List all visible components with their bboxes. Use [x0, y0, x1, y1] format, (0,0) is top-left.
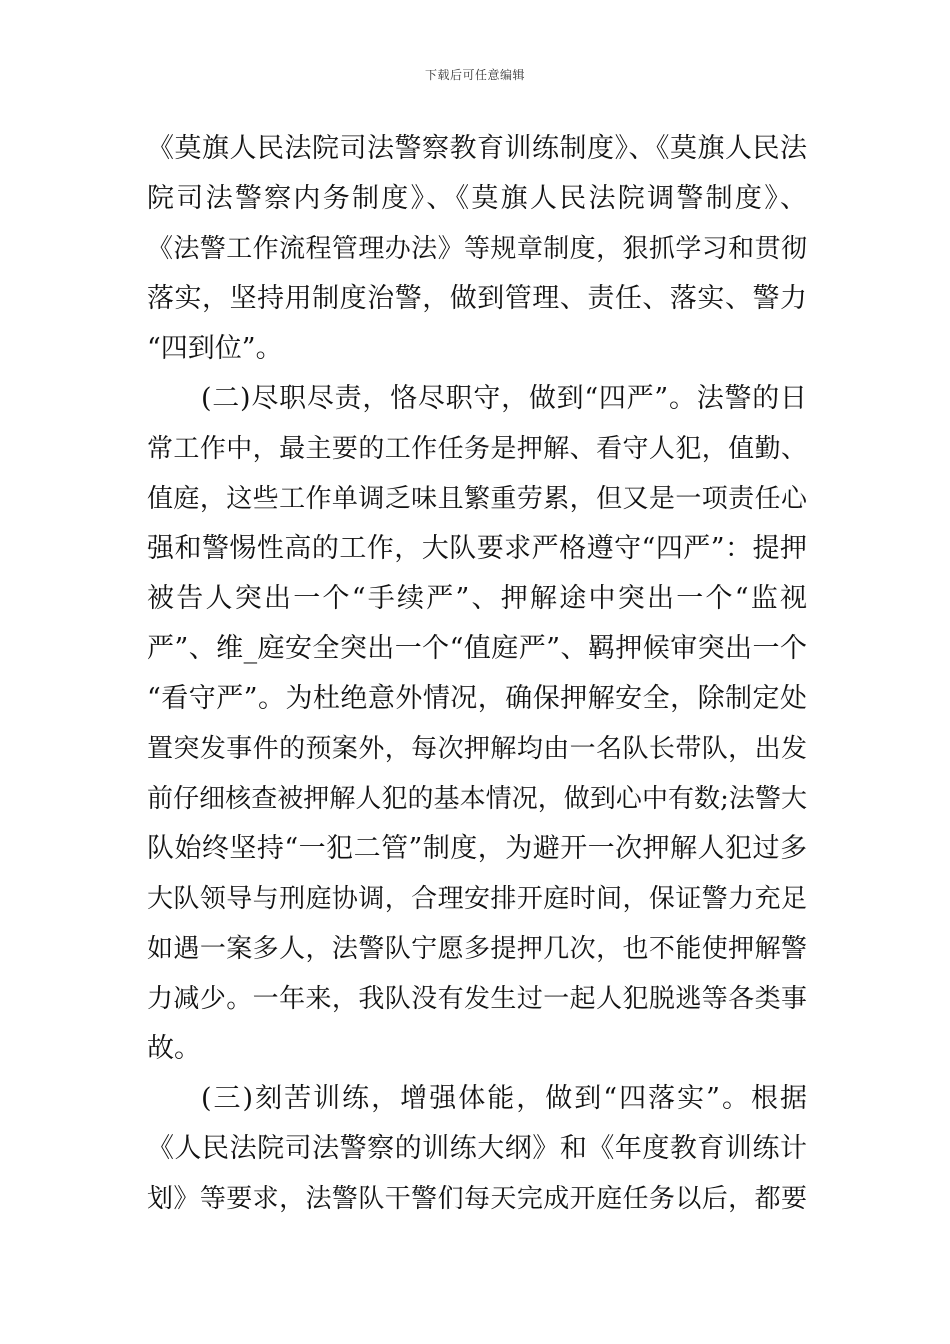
text-line: 力减少。一年来，我队没有发生过一起人犯脱逃等各类事 [147, 984, 807, 1014]
paragraph-start-line: (三)刻苦训练，增强体能，做到“四落实”。根据 [201, 1083, 807, 1114]
text-line: 常工作中，最主要的工作任务是押解、看守人犯，值勤、 [147, 434, 807, 464]
text-line: 值庭，这些工作单调乏味且繁重劳累，但又是一项责任心 [147, 484, 807, 514]
text-line: 落实，坚持用制度治警，做到管理、责任、落实、警力 [147, 283, 807, 314]
text-line: “看守严”。为杜绝意外情况，确保押解安全，除制定处 [147, 683, 807, 714]
text-line: 被告人突出一个“手续严”、押解途中突出一个“监视 [147, 583, 807, 614]
text-line: 严”、维_庭安全突出一个“值庭严”、羁押候审突出一个 [147, 633, 807, 664]
text-line: 如遇一案多人，法警队宁愿多提押几次，也不能使押解警 [147, 934, 807, 964]
text-line: 《莫旗人民法院司法警察教育训练制度》、《莫旗人民法 [147, 133, 807, 164]
text-line: 强和警惕性高的工作，大队要求严格遵守“四严”：提押 [147, 533, 807, 564]
text-line: 《法警工作流程管理办法》等规章制度，狠抓学习和贯彻 [147, 234, 807, 264]
text-line: 大队领导与刑庭协调，合理安排开庭时间，保证警力充足 [147, 884, 807, 914]
text-line: 院司法警察内务制度》、《莫旗人民法院调警制度》、 [147, 183, 807, 214]
text-line: 队始终坚持“一犯二管”制度，为避开一次押解人犯过多 [147, 833, 807, 864]
page-header: 下载后可任意编辑 [424, 68, 525, 82]
text-line: “四到位”。 [147, 333, 283, 364]
paragraph-start-line: (二)尽职尽责，恪尽职守，做到“四严”。法警的日 [201, 383, 807, 414]
text-line: 前仔细核查被押解人犯的基本情况，做到心中有数;法警大 [147, 784, 807, 814]
text-line: 置突发事件的预案外，每次押解均由一名队长带队，出发 [147, 734, 807, 764]
document-body [147, 124, 807, 1224]
text-line: 故。 [147, 1033, 201, 1064]
text-line: 划》等要求，法警队干警们每天完成开庭任务以后，都要 [147, 1184, 807, 1214]
text-line: 《人民法院司法警察的训练大纲》和《年度教育训练计 [147, 1133, 807, 1164]
